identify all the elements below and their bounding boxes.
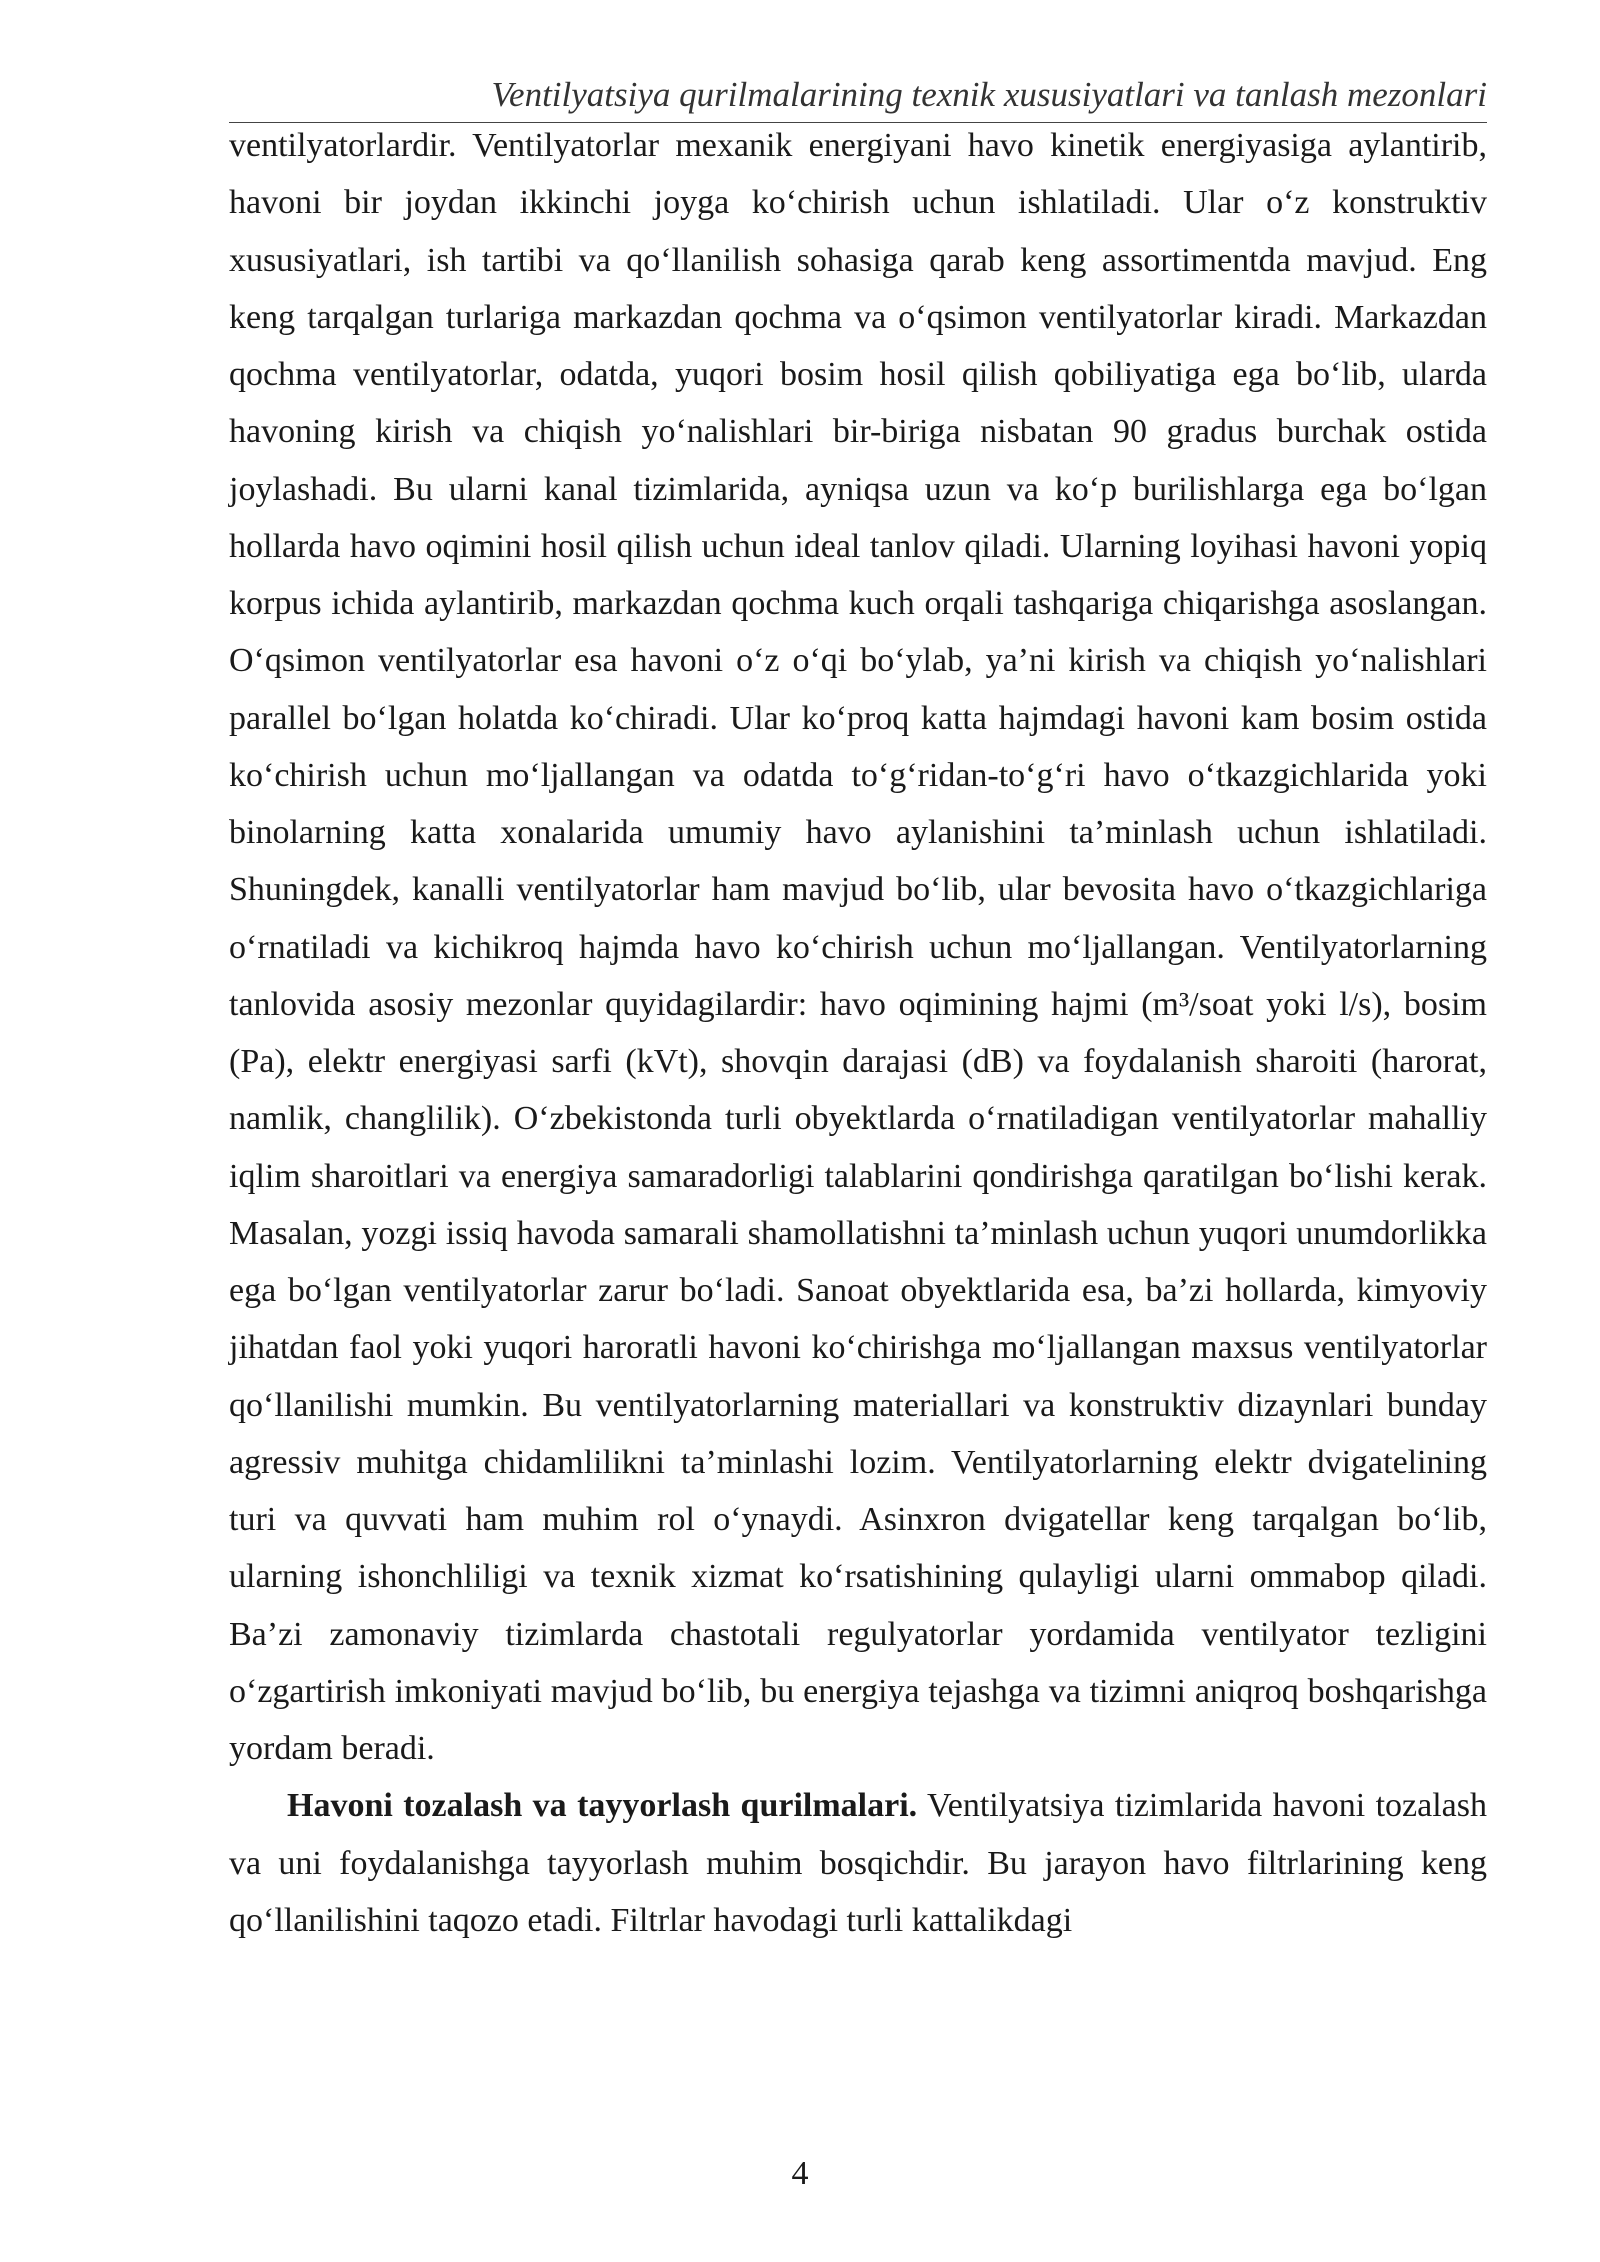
section-heading-run-in: Havoni tozalash va tayyorlash qurilmalari. [287, 1787, 918, 1825]
body-paragraph-2-text: Ventilyatsiya tizimlarida havoni tozalash va uni foydalanishga tayyorlash muhim bosqichdir. Bu jarayon havo filtrlarining keng qo‘llanilishini taqozo etadi. Filtrlar havodagi turli kattalikdagi [229, 1787, 1487, 1939]
running-header-title: Ventilyatsiya qurilmalarining texnik xususiyatlari va tanlash mezonlari [491, 75, 1487, 114]
body-paragraph-1: ventilyatorlardir. Ventilyatorlar mexanik energiyani havo kinetik energiyasiga aylantirib, havoni bir joydan ikkinchi joyga ko‘chirish uchun ishlatiladi. Ular o‘z konstruktiv xususiyatlari, ish tartibi va qo‘llanilish sohasiga qarab keng assortimentda mavjud. Eng keng tarqalgan turlariga markazdan qochma va o‘qsimon ventilyatorlar kiradi. Markazdan qochma ventilyatorlar, odatda, yuqori bosim hosil qilish qobiliyatiga ega bo‘lib, ularda havoning kirish va chiqish yo‘nalishlari bir-biriga nisbatan 90 gradus burchak ostida joylashadi. Bu ularni kanal tizimlarida, ayniqsa uzun va ko‘p burilishlarga ega bo‘lgan hollarda havo oqimini hosil qilish uchun ideal tanlov qiladi. Ularning loyihasi havoni yopiq korpus ichida aylantirib, markazdan qochma kuch orqali tashqariga chiqarishga asoslangan. O‘qsimon ventilyatorlar esa havoni o‘z o‘qi bo‘ylab, ya’ni kirish va chiqish yo‘nalishlari parallel bo‘lgan holatda ko‘chiradi. Ular ko‘proq katta hajmdagi havoni kam bosim ostida ko‘chirish uchun mo‘ljallangan va odatda to‘g‘ridan-to‘g‘ri havo o‘tkazgichlarida yoki binolarning katta xonalarida umumiy havo aylanishini ta’minlash uchun ishlatiladi. Shuningdek, kanalli ventilyatorlar ham mavjud bo‘lib, ular bevosita havo o‘tkazgichlariga o‘rnatiladi va kichikroq hajmda havo ko‘chirish uchun mo‘ljallangan. Ventilyatorlarning tanlovida asosiy mezonlar quyidagilardir: havo oqimining hajmi (m³/soat yoki l/s), bosim (Pa), elektr energiyasi sarfi (kVt), shovqin darajasi (dB) va foydalanish sharoiti (harorat, namlik, changlilik). O‘zbekistonda turli obyektlarda o‘rnatiladigan ventilyatorlar mahalliy iqlim sharoitlari va energiya samaradorligi talablarini qondirishga qaratilgan bo‘lishi kerak. Masalan, yozgi issiq havoda samarali shamollatishni ta’minlash uchun yuqori unumdorlikka ega bo‘lgan ventilyatorlar zarur bo‘ladi. Sanoat obyektlarida esa, ba’zi hollarda, kimyoviy jihatdan faol yoki yuqori haroratli havoni ko‘chirishga mo‘ljallangan maxsus ventilyatorlar qo‘llanilishi mumkin. Bu ventilyatorlarning materiallari va konstruktiv dizaynlari bunday agressiv muhitga chidamlilikni ta’minlashi lozim. Ventilyatorlarning elektr dvigatelining turi va quvvati ham muhim rol o‘ynaydi. Asinxron dvigatellar keng tarqalgan bo‘lib, ularning ishonchliligi va texnik xizmat ko‘rsatishining qulayligi ularni ommabop qiladi. Ba’zi zamonaviy tizimlarda chastotali regulyatorlar yordamida ventilyator tezligini o‘zgartirish imkoniyati mavjud bo‘lib, bu energiya tejashga va tizimni aniqroq boshqarishga yordam beradi. [229, 127, 1487, 1767]
body-text [229, 117, 1487, 1949]
page-number: 4 [791, 2155, 809, 2192]
body-paragraph-2 [229, 1777, 1487, 1949]
